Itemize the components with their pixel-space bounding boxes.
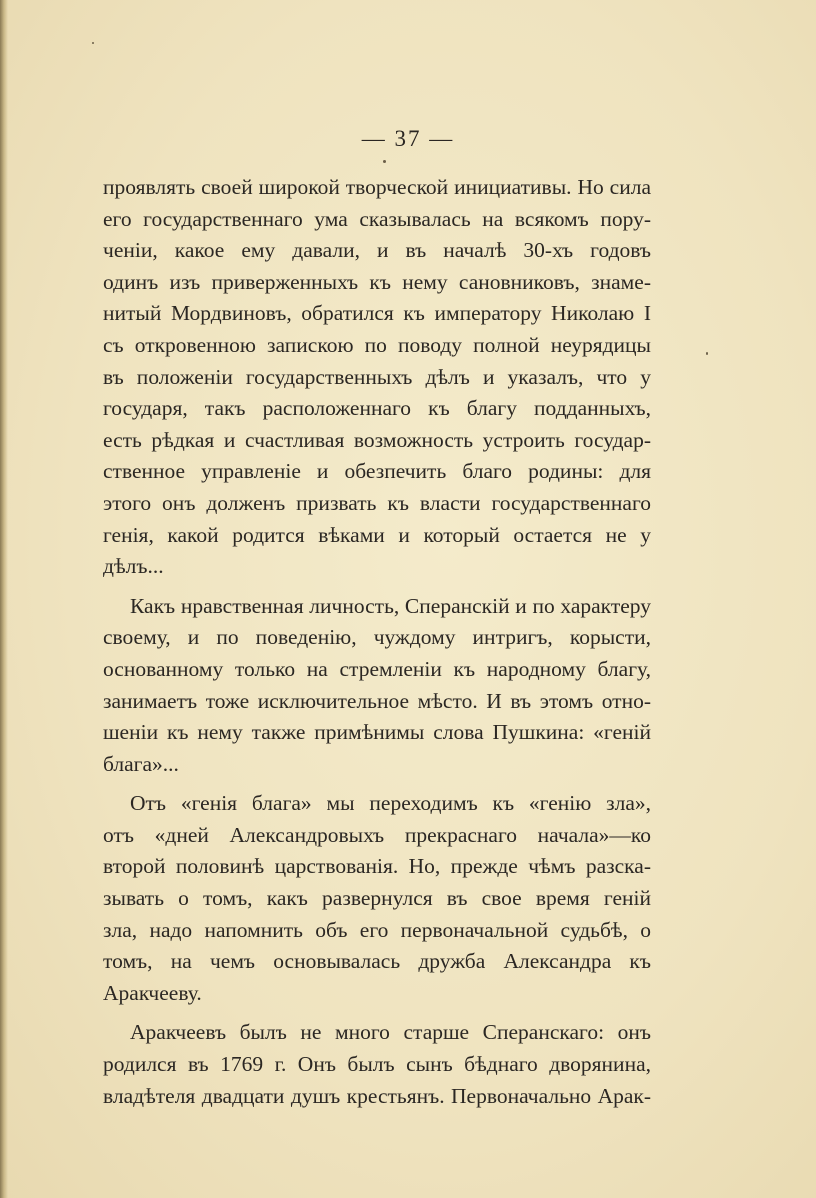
text-line: одинъ изъ приверженныхъ къ нему сановниковъ, знаме- bbox=[103, 269, 651, 294]
text-line: нитый Мордвиновъ, обратился къ императору Николаю I bbox=[103, 301, 651, 326]
text-line: второй половинѣ царствованія. Но, прежде чѣмъ разска- bbox=[103, 854, 651, 879]
page-binding-edge bbox=[0, 0, 8, 1198]
text-line: проявлять своей широкой творческой инициативы. Но сила bbox=[103, 175, 651, 199]
text-line: есть рѣдкая и счастливая возможность устроить государ- bbox=[103, 427, 651, 452]
paragraph bbox=[103, 1017, 651, 1112]
text-line: владѣтеля двадцати душъ крестьянъ. Первоначально Арак- bbox=[103, 1083, 651, 1108]
text-line: основанному только на стремленіи къ народному благу, bbox=[103, 656, 651, 681]
text-line: ственное управленіе и обезпечить благо родины: для bbox=[103, 459, 651, 484]
page-number: — 37 — bbox=[361, 126, 455, 151]
text-line: занимаетъ тоже исключительное мѣсто. И въ этомъ отно- bbox=[103, 688, 651, 713]
text-line: отъ «дней Александровыхъ прекраснаго начала»—ко bbox=[103, 822, 651, 847]
text-line: государя, такъ расположеннаго къ благу подданныхъ, bbox=[103, 396, 651, 421]
paper-speck bbox=[383, 160, 386, 163]
text-line: родился въ 1769 г. Онъ былъ сынъ бѣднаго дворянина, bbox=[103, 1052, 651, 1077]
text-line: томъ, на чемъ основывалась дружба Александра къ bbox=[103, 949, 651, 974]
text-line: его государственнаго ума сказывалась на всякомъ пору- bbox=[103, 206, 651, 231]
paragraph bbox=[103, 591, 651, 781]
text-line: Какъ нравственная личность, Сперанскій и по характеру bbox=[130, 593, 651, 618]
text-line: въ положеніи государственныхъ дѣлъ и указалъ, что у bbox=[103, 364, 651, 389]
text-line: своему, и по поведенію, чуждому интригъ, корысти, bbox=[103, 625, 651, 650]
paragraph bbox=[103, 788, 651, 1009]
text-line: Аракчеевъ былъ не много старше Сперанскаго: онъ bbox=[130, 1020, 651, 1045]
text-line: зывать о томъ, какъ развернулся въ свое время геній bbox=[103, 886, 651, 911]
text-line: дѣлъ... bbox=[103, 554, 164, 579]
text-line: Отъ «генія блага» мы переходимъ къ «генію зла», bbox=[130, 791, 651, 816]
paper-speck bbox=[706, 352, 708, 355]
body-text bbox=[103, 172, 651, 1112]
text-line: зла, надо напомнить объ его первоначальной судьбѣ, о bbox=[103, 917, 651, 942]
text-line: блага»... bbox=[103, 751, 179, 776]
paragraph bbox=[103, 172, 651, 583]
text-line: ченіи, какое ему давали, и въ началѣ 30-хъ годовъ bbox=[103, 238, 651, 263]
text-line: генія, какой родится вѣками и который остается не у bbox=[103, 522, 651, 547]
text-line: съ откровенною запискою по поводу полной неурядицы bbox=[103, 332, 651, 357]
text-line: этого онъ долженъ призвать къ власти государственнаго bbox=[103, 490, 651, 515]
text-line: шеніи къ нему также примѣнимы слова Пушкина: «геній bbox=[103, 720, 651, 745]
text-line: Аракчееву. bbox=[103, 980, 202, 1005]
paper-speck bbox=[92, 42, 94, 44]
